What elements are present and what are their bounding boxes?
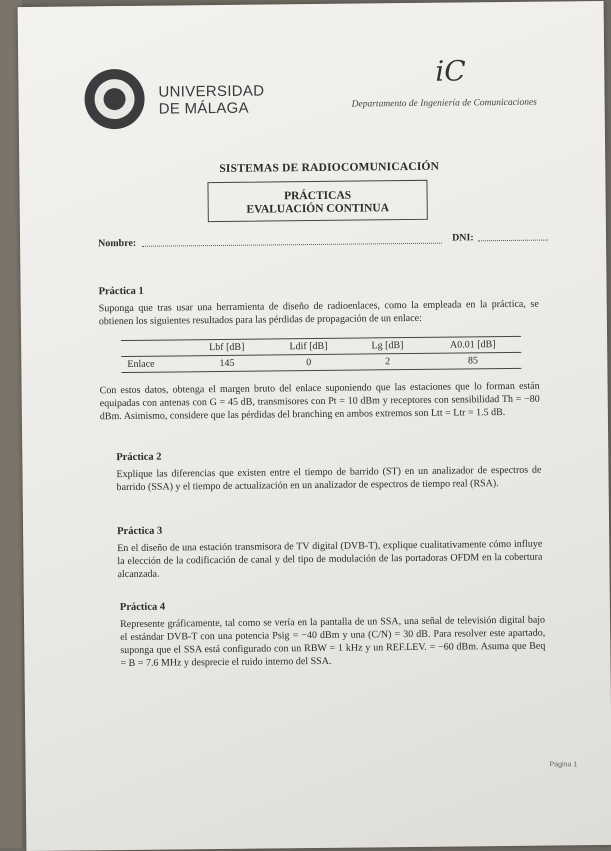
table-header-cell: A0.01 [dB]	[449, 339, 496, 351]
university-line2: DE MÁLAGA	[158, 99, 249, 118]
logo-core	[103, 88, 125, 110]
university-logo	[84, 69, 145, 130]
page-number: Página 1	[549, 761, 578, 769]
practica2-body: Explique las diferencias que existen entre el tiempo de barrido (ST) en un analizador de espectros de barrido (SSA) y el tiempo de actualización en un analizador de espectros de tiempo real (RSA).	[116, 464, 542, 494]
practica3-heading: Práctica 3	[117, 525, 163, 538]
logo-ring	[92, 77, 136, 121]
department-name: Departamento de Ingeniería de Comunicaciones	[351, 97, 537, 110]
practica1-intro: Suponga que tras usar una herramienta de diseño de radioenlaces, como la empleada en la práctica, se obtienen los siguientes resultados para las pérdidas de propagación de un enlace:	[98, 298, 539, 328]
table-cell: 145	[219, 357, 235, 369]
name-label: Nombre:	[98, 237, 137, 250]
losses-table	[121, 336, 521, 373]
document-page	[18, 1, 611, 851]
practica2-heading: Práctica 2	[116, 451, 162, 464]
title-box-line2: EVALUACIÓN CONTINUA	[246, 202, 390, 216]
practica4-body: Represente gráficamente, tal como se vería en la pantalla de un SSA, una señal de televisión digital bajo el estándar DVB-T con una potencia Psig = −40 dBm y una (C/N) = 30 dB. Para resolver este apartado, suponga que el SSA está configurado con un RBW = 1 kHz y un REF.LEV. = −60 dBm. Asuma que Beq = B = 7.6 MHz y desprecie el ruido interno del SSA.	[120, 614, 546, 670]
practica4-heading: Práctica 4	[119, 601, 166, 614]
table-header-cell	[121, 340, 187, 357]
table-header-cell: Lbf [dB]	[209, 341, 245, 354]
table-cell: 85	[467, 355, 478, 367]
table-row-label: Enlace	[127, 358, 155, 370]
dni-field[interactable]	[478, 232, 548, 242]
dni-label: DNI:	[451, 232, 474, 244]
practica1-body: Con estos datos, obtenga el margen bruto del enlace suponiendo que las estaciones que lo forman están equipadas con antenas con G = 45 dB, transmisores con Pt = 10 dBm y receptores con sensibilidad Th = −80 dBm. Asimismo, considere que las pérdidas del branching en ambos extremos son Ltt = Ltr = 1.5 dB.	[99, 380, 540, 423]
practica3-body: En el diseño de una estación transmisora de TV digital (DVB-T), explique cualitativamente cómo influye la elección de la codificación de canal y del tipo de modulación de las portadoras OFDM en la cobertura alcanzada.	[117, 538, 543, 581]
table-header-cell: Lg [dB]	[371, 340, 404, 352]
university-line1: UNIVERSIDAD	[158, 82, 265, 101]
university-name	[158, 83, 264, 118]
table-cell: 0	[306, 357, 312, 369]
table-cell: 2	[385, 356, 391, 368]
table-row	[121, 352, 521, 372]
table-header-cell: Ldif [dB]	[289, 340, 328, 353]
practica1-heading: Práctica 1	[98, 285, 144, 298]
document-title: SISTEMAS DE RADIOCOMUNICACIÓN	[219, 160, 440, 175]
name-field[interactable]	[142, 235, 442, 247]
title-box-line1: PRÁCTICAS	[283, 189, 352, 203]
department-logo: iC	[435, 54, 466, 88]
title-box	[207, 180, 427, 222]
